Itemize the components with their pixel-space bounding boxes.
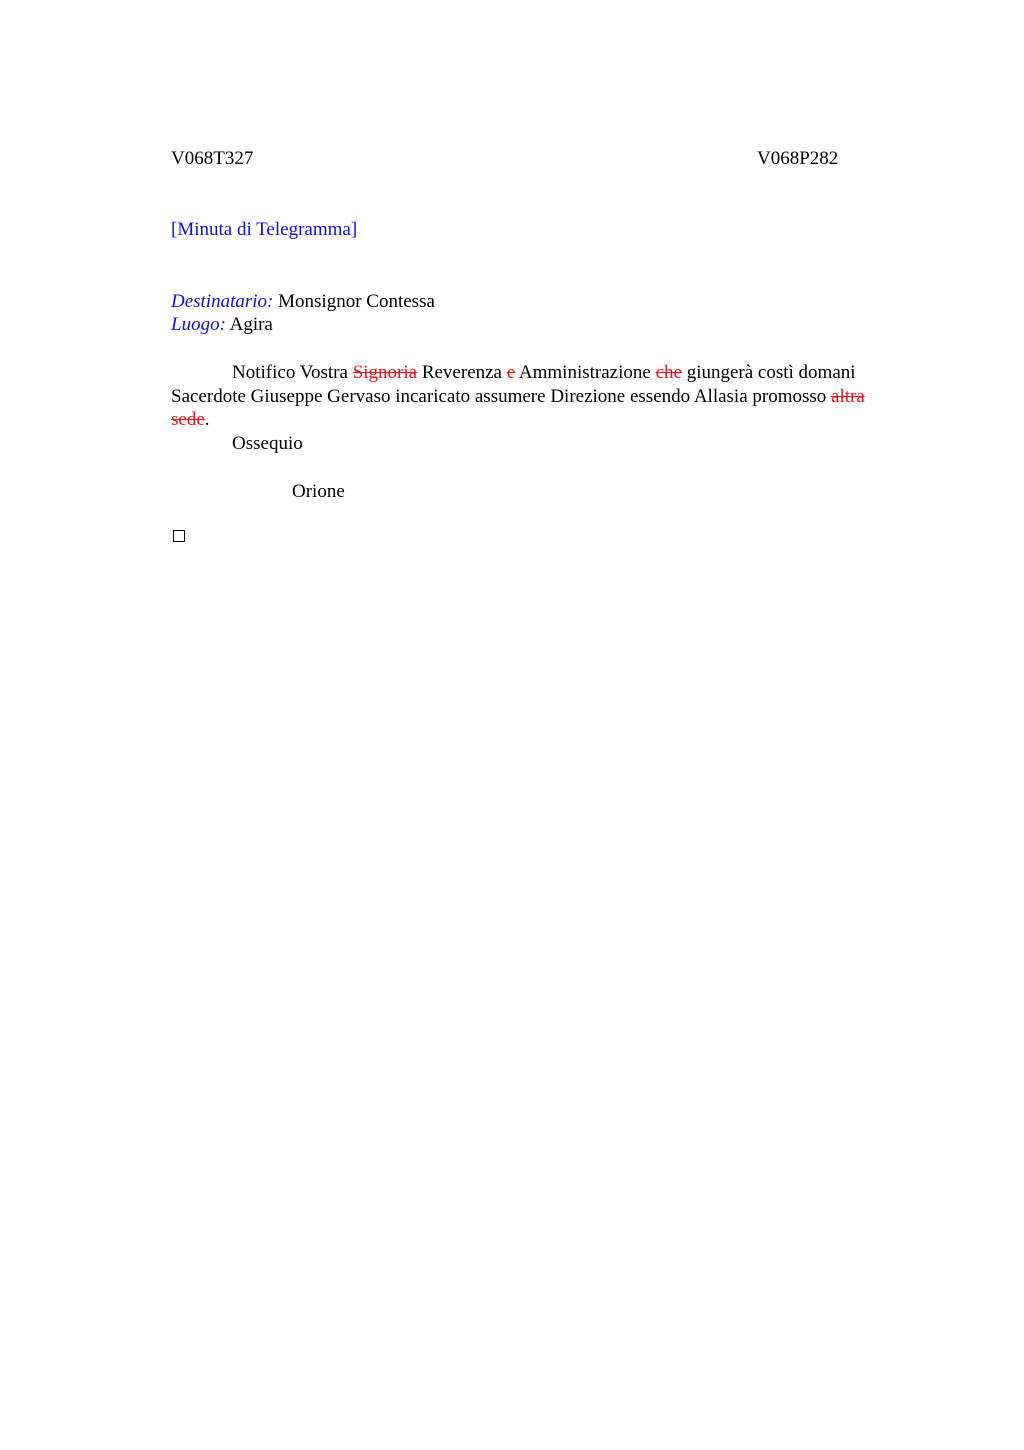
- body-text: Reverenza: [417, 362, 507, 383]
- place-row: [171, 313, 273, 336]
- recipient-row: [171, 290, 435, 313]
- signature: Orione: [292, 481, 345, 502]
- body-text: Sacerdote Giuseppe Gervaso incaricato assumere Direzione essendo Allasia promosso: [171, 386, 832, 407]
- deleted-word: sede: [171, 409, 205, 430]
- deleted-word: Signoria: [352, 362, 418, 383]
- body-line: [232, 361, 856, 384]
- end-marker-box: [173, 530, 185, 542]
- deleted-word: che: [655, 362, 682, 383]
- deleted-word: altra: [831, 386, 865, 407]
- place-label: Luogo:: [171, 314, 226, 335]
- document-code-left: V068T327: [171, 148, 254, 169]
- body-text: .: [204, 409, 210, 430]
- body-line: [171, 385, 865, 408]
- document-title: [Minuta di Telegramma]: [171, 219, 358, 240]
- document-code-right: V068P282: [757, 148, 839, 169]
- recipient-value: Monsignor Contessa: [278, 291, 435, 312]
- body-text: Notifico Vostra: [232, 362, 353, 383]
- body-text: Amministrazione: [515, 362, 656, 383]
- recipient-label: Destinatario:: [171, 291, 274, 312]
- closing-salutation: Ossequio: [232, 433, 303, 454]
- body-text: giungerà costì domani: [681, 362, 856, 383]
- deleted-word: e: [506, 362, 516, 383]
- place-value: Agira: [229, 314, 273, 335]
- body-line: [171, 408, 210, 431]
